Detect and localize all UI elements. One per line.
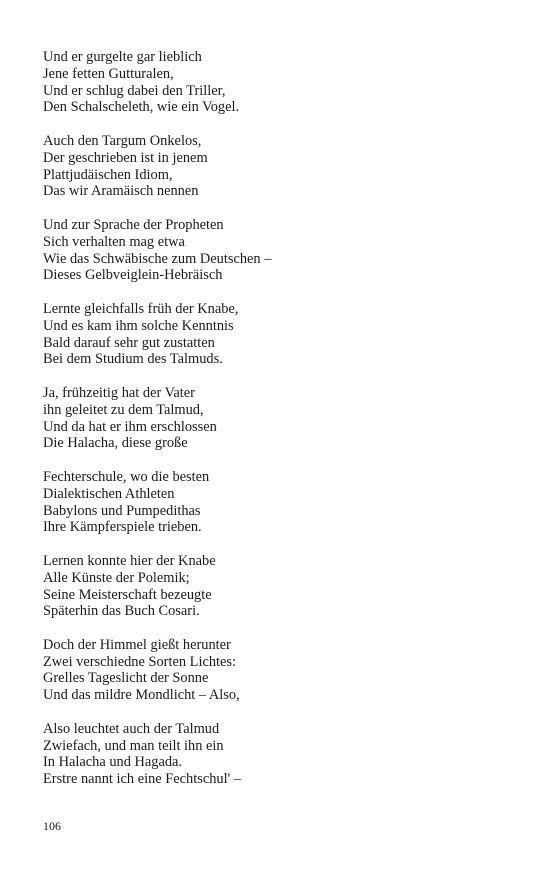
verse-line: Und er schlug dabei den Triller, [43,82,226,99]
verse-line: Grelles Tageslicht der Sonne [43,670,209,687]
verse-line: Dialektischen Athleten [43,485,175,502]
verse-line: Wie das Schwäbische zum Deutschen – [43,250,272,267]
poem-text [43,49,513,805]
verse-line: Jene fetten Gutturalen, [43,65,174,82]
stanza-7 [43,553,513,620]
stanza-1 [43,49,513,116]
verse-line: Zwiefach, und man teilt ihn ein [43,737,224,754]
stanza-6 [43,469,513,536]
verse-line: Späterhin das Buch Cosari. [43,603,200,620]
verse-line: Lernen konnte hier der Knabe [43,552,216,569]
verse-line: Und es kam ihm solche Kenntnis [43,317,234,334]
verse-line: Seine Meisterschaft bezeugte [43,586,212,603]
verse-line: Sich verhalten mag etwa [43,233,185,250]
verse-line: Und zur Sprache der Propheten [43,216,224,233]
verse-line: Zwei verschiedne Sorten Lichtes: [43,653,237,670]
verse-line: Erstre nannt ich eine Fechtschul' – [43,771,242,788]
stanza-5 [43,385,513,452]
stanza-8 [43,637,513,704]
stanza-3 [43,217,513,284]
verse-line: Doch der Himmel gießt herunter [43,636,231,653]
verse-line: Die Halacha, diese große [43,435,188,452]
verse-line: Und da hat er ihm erschlossen [43,418,217,435]
verse-line: Das wir Aramäisch nennen [43,183,199,200]
page-number: 106 [43,819,61,833]
verse-line: Und das mildre Mondlicht – Also, [43,687,240,704]
verse-line: Ihre Kämpferspiele trieben. [43,519,202,536]
verse-line: Also leuchtet auch der Talmud [43,720,220,737]
verse-line: Ja, frühzeitig hat der Vater [43,384,195,401]
verse-line: ihn geleitet zu dem Talmud, [43,401,204,418]
verse-line: Babylons und Pumpedithas [43,502,201,519]
verse-line: Plattjudäischen Idiom, [43,166,173,183]
verse-line: Fechterschule, wo die besten [43,468,210,485]
stanza-9 [43,721,513,788]
verse-line: In Halacha und Hagada. [43,754,183,771]
verse-line: Dieses Gelbveiglein-Hebräisch [43,267,223,284]
verse-line: Und er gurgelte gar lieblich [43,49,202,65]
verse-line: Lernte gleichfalls früh der Knabe, [43,300,239,317]
verse-line: Alle Künste der Polemik; [43,569,190,586]
verse-line: Bald darauf sehr gut zustatten [43,334,215,351]
verse-line: Der geschrieben ist in jenem [43,149,208,166]
stanza-2 [43,133,513,200]
verse-line: Den Schalscheleth, wie ein Vogel. [43,99,240,116]
stanza-4 [43,301,513,368]
verse-line: Auch den Targum Onkelos, [43,132,202,149]
verse-line: Bei dem Studium des Talmuds. [43,351,223,368]
